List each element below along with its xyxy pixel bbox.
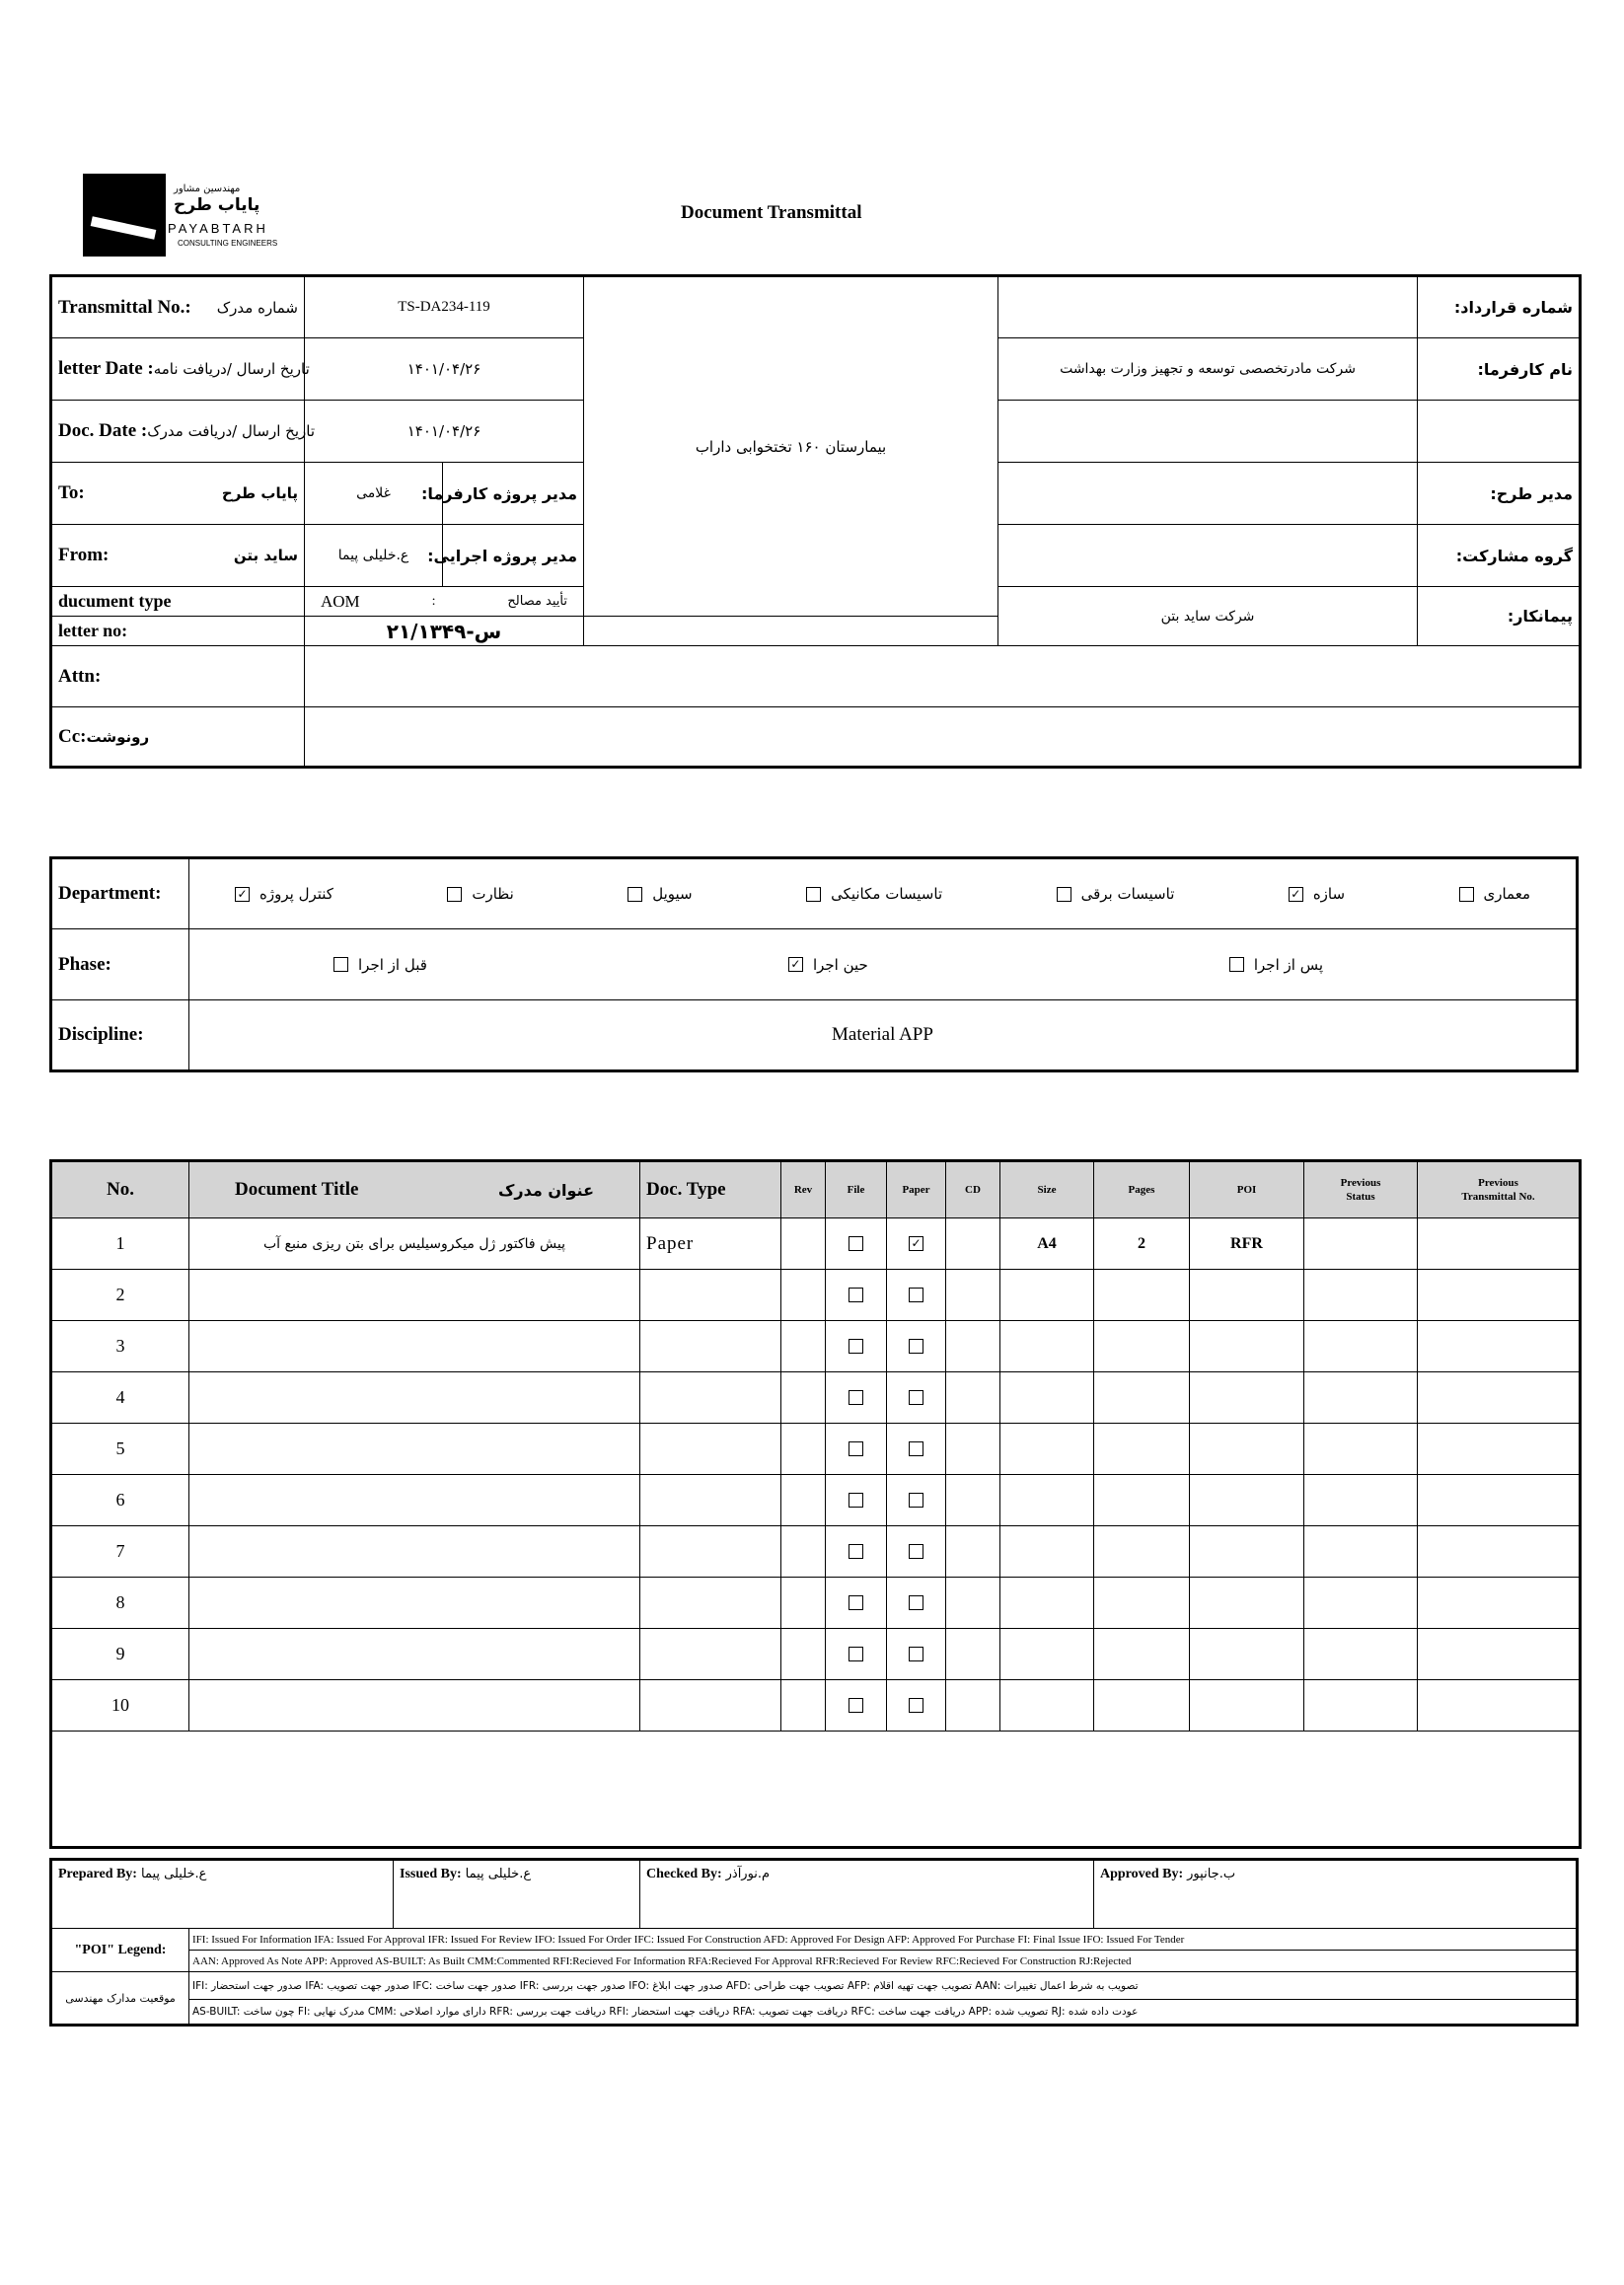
- cell-poi: [1190, 1372, 1304, 1424]
- cell-prev-status: [1304, 1578, 1418, 1629]
- table-row: [51, 1629, 1581, 1680]
- col-size: Size: [1000, 1161, 1094, 1218]
- col-title-en: Document Title: [235, 1179, 359, 1200]
- department-checkbox[interactable]: [1459, 887, 1474, 902]
- cell-poi: RFR: [1190, 1218, 1304, 1270]
- logo-en-name: PAYABTARH: [168, 221, 268, 236]
- document-table-blank-area: [51, 1732, 1581, 1848]
- cell-no: 9: [51, 1629, 189, 1680]
- col-prev-trans: [1418, 1161, 1581, 1218]
- cell-file[interactable]: [826, 1218, 887, 1270]
- phase-label: Phase:: [51, 929, 189, 1000]
- cell-no: 8: [51, 1578, 189, 1629]
- doc-type-label: ducument type: [51, 587, 305, 617]
- cell-paper[interactable]: [887, 1680, 946, 1732]
- phase-option-label: پس از اجرا: [1253, 955, 1323, 974]
- to-manager-name: غلامی: [305, 463, 443, 525]
- paper-checkbox[interactable]: [909, 1339, 923, 1354]
- col-prev-trans-1: Previous: [1478, 1176, 1518, 1189]
- contract-no-label: شماره قرارداد:: [1418, 276, 1581, 338]
- cell-pages: [1094, 1578, 1190, 1629]
- cell-paper[interactable]: [887, 1218, 946, 1270]
- col-rev: Rev: [781, 1161, 826, 1218]
- cell-cd: [946, 1629, 1000, 1680]
- cell-file[interactable]: [826, 1578, 887, 1629]
- from-manager-label: مدیر پروژه اجرایی:: [443, 525, 584, 587]
- prepared-by-label: Prepared By:: [58, 1867, 137, 1881]
- department-option-label: تاسیسات مکانیکی: [831, 885, 943, 903]
- phase-option-label: قبل از اجرا: [358, 955, 427, 974]
- cell-prev-status: [1304, 1270, 1418, 1321]
- document-table: [49, 1159, 1582, 1849]
- cc-fa-label: رونوشت: [86, 727, 150, 746]
- table-row: [51, 1475, 1581, 1526]
- letter-date-value: ۱۴۰۱/۰۴/۲۶: [305, 338, 584, 401]
- paper-checkbox[interactable]: [909, 1493, 923, 1508]
- doc-type-cell: [305, 587, 584, 617]
- cell-poi: [1190, 1321, 1304, 1372]
- cell-cd: [946, 1475, 1000, 1526]
- from-value: ساید بتن: [233, 547, 298, 564]
- paper-checkbox[interactable]: [909, 1544, 923, 1559]
- cell-doc-type: [640, 1424, 781, 1475]
- paper-checkbox[interactable]: [909, 1390, 923, 1405]
- cell-rev: [781, 1270, 826, 1321]
- department-option[interactable]: [1057, 885, 1175, 903]
- cell-rev: [781, 1372, 826, 1424]
- cell-cd: [946, 1321, 1000, 1372]
- cell-no: 5: [51, 1424, 189, 1475]
- discipline-label: Discipline:: [51, 1000, 189, 1071]
- file-checkbox[interactable]: [849, 1595, 863, 1610]
- cell-rev: [781, 1475, 826, 1526]
- file-checkbox[interactable]: [849, 1647, 863, 1661]
- cell-file[interactable]: [826, 1629, 887, 1680]
- cell-doc-type: [640, 1475, 781, 1526]
- department-option[interactable]: [1459, 885, 1531, 903]
- file-checkbox[interactable]: [849, 1493, 863, 1508]
- cell-title: [189, 1475, 640, 1526]
- cell-title: [189, 1526, 640, 1578]
- checked-by-value: م.نورآذر: [725, 1867, 771, 1881]
- transmittal-no-cell: [51, 276, 305, 338]
- cell-paper[interactable]: [887, 1372, 946, 1424]
- cell-size: [1000, 1680, 1094, 1732]
- cell-prev-status: [1304, 1321, 1418, 1372]
- cell-paper[interactable]: [887, 1629, 946, 1680]
- cell-pages: [1094, 1270, 1190, 1321]
- logo-fa-name: پایاب طرح: [174, 195, 260, 215]
- col-no: No.: [51, 1161, 189, 1218]
- cell-prev-trans: [1418, 1578, 1581, 1629]
- checked-by-label: Checked By:: [646, 1867, 722, 1881]
- table-row: [51, 1372, 1581, 1424]
- checked-by-cell: [640, 1860, 1094, 1929]
- cell-cd: [946, 1578, 1000, 1629]
- col-doc-type: Doc. Type: [640, 1161, 781, 1218]
- cell-doc-type: [640, 1372, 781, 1424]
- issued-by-value: ع.خلیلی پیما: [465, 1867, 532, 1881]
- cell-paper[interactable]: [887, 1321, 946, 1372]
- cell-paper[interactable]: [887, 1526, 946, 1578]
- doc-type-code: AOM: [321, 591, 360, 611]
- col-prev-status-1: Previous: [1340, 1176, 1381, 1189]
- design-manager-value: [998, 401, 1418, 463]
- paper-checkbox[interactable]: [909, 1595, 923, 1610]
- project-bottom-cell: [584, 617, 998, 646]
- design-manager-blank: [998, 463, 1418, 525]
- cell-no: 4: [51, 1372, 189, 1424]
- cell-pages: 2: [1094, 1218, 1190, 1270]
- cell-pages: [1094, 1424, 1190, 1475]
- cell-doc-type: Paper: [640, 1218, 781, 1270]
- prepared-by-cell: [51, 1860, 394, 1929]
- cell-pages: [1094, 1680, 1190, 1732]
- cell-doc-type: [640, 1629, 781, 1680]
- cell-rev: [781, 1321, 826, 1372]
- cell-paper[interactable]: [887, 1424, 946, 1475]
- doc-date-label: Doc. Date :: [58, 420, 148, 441]
- department-options: [189, 858, 1578, 929]
- cell-prev-status: [1304, 1629, 1418, 1680]
- poi-legend-line-1: IFI: Issued For Information IFA: Issued For Approval IFR: Issued For Review IFO: Issued For Order IFC: Issued For Construction AFD: Approved For Design AFP: Approved For Purchase FI: Final Issue IFO: Issued For Tender: [189, 1929, 1578, 1951]
- cell-title: [189, 1629, 640, 1680]
- file-checkbox[interactable]: [849, 1441, 863, 1456]
- contract-no-value: [998, 276, 1418, 338]
- cell-rev: [781, 1424, 826, 1475]
- cell-paper[interactable]: [887, 1578, 946, 1629]
- phase-checkbox[interactable]: ✓: [788, 957, 803, 972]
- contractor-value: شرکت ساید بتن: [998, 587, 1418, 646]
- letter-no-label: letter no:: [51, 617, 305, 646]
- doc-date-cell: [51, 401, 316, 463]
- discipline-value: Material APP: [189, 1000, 1578, 1071]
- poi-legend-label: "POI" Legend:: [51, 1929, 189, 1972]
- cell-file[interactable]: [826, 1270, 887, 1321]
- col-prev-trans-2: Transmittal No.: [1461, 1191, 1535, 1203]
- cell-doc-type: [640, 1578, 781, 1629]
- transmittal-no-fa-label: شماره مدرک: [216, 298, 298, 317]
- cell-no: 3: [51, 1321, 189, 1372]
- department-option-label: نظارت: [472, 885, 514, 903]
- table-row: [51, 1424, 1581, 1475]
- cell-pages: [1094, 1372, 1190, 1424]
- doc-date-value: ۱۴۰۱/۰۴/۲۶: [305, 401, 584, 463]
- cell-pages: [1094, 1321, 1190, 1372]
- logo-mark-icon: [83, 174, 166, 257]
- cell-cd: [946, 1270, 1000, 1321]
- issued-by-label: Issued By:: [400, 1867, 462, 1881]
- department-checkbox[interactable]: ✓: [235, 887, 250, 902]
- letter-date-label: letter Date :: [58, 358, 154, 379]
- doc-type-fa: تأیید مصالح: [507, 594, 568, 609]
- department-option[interactable]: [806, 885, 942, 903]
- department-option[interactable]: [627, 885, 692, 903]
- doc-type-sep: :: [431, 593, 436, 609]
- letter-date-fa-label: تاریخ ارسال /دریافت نامه: [153, 360, 310, 378]
- cell-size: [1000, 1629, 1094, 1680]
- cell-pages: [1094, 1629, 1190, 1680]
- to-manager-label: مدیر پروژه کارفرما:: [443, 463, 584, 525]
- cell-no: 2: [51, 1270, 189, 1321]
- cell-prev-trans: [1418, 1424, 1581, 1475]
- cell-pages: [1094, 1475, 1190, 1526]
- file-checkbox[interactable]: [849, 1698, 863, 1713]
- to-label: To:: [58, 482, 85, 503]
- department-checkbox[interactable]: ✓: [1289, 887, 1303, 902]
- department-option[interactable]: [447, 885, 513, 903]
- department-checkbox[interactable]: [806, 887, 821, 902]
- paper-checkbox[interactable]: [909, 1647, 923, 1661]
- file-checkbox[interactable]: [849, 1544, 863, 1559]
- partnership-label: گروه مشارکت:: [1418, 525, 1581, 587]
- cell-prev-trans: [1418, 1218, 1581, 1270]
- cell-poi: [1190, 1629, 1304, 1680]
- approved-by-value: ب.جانپور: [1187, 1867, 1236, 1881]
- cell-prev-trans: [1418, 1680, 1581, 1732]
- department-option[interactable]: [235, 885, 333, 903]
- table-row: [51, 1578, 1581, 1629]
- cell-cd: [946, 1424, 1000, 1475]
- page-title: Document Transmittal: [681, 202, 862, 223]
- letter-no-value: ۲۱/۱۳۴۹-س: [305, 617, 584, 646]
- cell-rev: [781, 1680, 826, 1732]
- cell-doc-type: [640, 1680, 781, 1732]
- file-checkbox[interactable]: [849, 1236, 863, 1251]
- cell-cd: [946, 1526, 1000, 1578]
- cell-cd: [946, 1680, 1000, 1732]
- cell-prev-status: [1304, 1372, 1418, 1424]
- department-checkbox[interactable]: [1057, 887, 1071, 902]
- phase-checkbox[interactable]: [333, 957, 348, 972]
- cell-paper[interactable]: [887, 1270, 946, 1321]
- col-cd: CD: [946, 1161, 1000, 1218]
- cell-size: [1000, 1526, 1094, 1578]
- logo-fa-small: مهندسین مشاور: [174, 184, 241, 194]
- col-title: [189, 1161, 640, 1218]
- department-option-label: سازه: [1312, 885, 1346, 903]
- phase-option[interactable]: [1229, 956, 1323, 974]
- issued-by-cell: [394, 1860, 640, 1929]
- cell-title: [189, 1424, 640, 1475]
- poi-legend-line-2: AAN: Approved As Note APP: Approved AS-BUILT: As Built CMM:Commented RFI:Recieved For Information RFA:Recieved For Approval RFR:Recieved For Review RFC:Recieved For Construction RJ:Rejected: [189, 1951, 1578, 1972]
- cell-size: [1000, 1321, 1094, 1372]
- approved-by-label: Approved By:: [1100, 1867, 1184, 1881]
- cell-rev: [781, 1629, 826, 1680]
- col-title-fa: عنوان مدرک: [498, 1180, 594, 1200]
- attn-label: Attn:: [51, 646, 305, 707]
- company-logo: [83, 174, 300, 262]
- file-checkbox[interactable]: [849, 1288, 863, 1302]
- cell-no: 1: [51, 1218, 189, 1270]
- department-checkbox[interactable]: [627, 887, 642, 902]
- cell-paper[interactable]: [887, 1475, 946, 1526]
- logo-en-sub: CONSULTING ENGINEERS: [178, 239, 278, 248]
- cell-poi: [1190, 1680, 1304, 1732]
- cell-no: 6: [51, 1475, 189, 1526]
- cell-prev-trans: [1418, 1372, 1581, 1424]
- cell-rev: [781, 1578, 826, 1629]
- file-checkbox[interactable]: [849, 1339, 863, 1354]
- prepared-by-value: ع.خلیلی پیما: [140, 1867, 207, 1881]
- cell-file[interactable]: [826, 1321, 887, 1372]
- cell-cd: [946, 1372, 1000, 1424]
- attn-value: [305, 646, 1581, 707]
- cc-value: [305, 707, 1581, 768]
- col-prev-status-2: Status: [1346, 1191, 1375, 1203]
- from-label: From:: [58, 545, 110, 565]
- cell-poi: [1190, 1475, 1304, 1526]
- department-option-label: تاسیسات برقی: [1080, 885, 1175, 903]
- cell-prev-trans: [1418, 1321, 1581, 1372]
- cell-prev-trans: [1418, 1270, 1581, 1321]
- department-option[interactable]: [1289, 885, 1345, 903]
- department-option-label: معماری: [1483, 885, 1530, 903]
- cell-file[interactable]: [826, 1424, 887, 1475]
- fa-legend-line-1: IFI: صدور جهت استحضار IFA: صدور جهت تصویب IFC: صدور جهت ساخت IFR: صدور جهت بررسی IFO: صدور جهت ابلاغ AFD: تصویب جهت طراحی AFP: تصویب جهت تهیه اقلام AAN: تصویب به شرط اعمال تغییرات: [189, 1972, 1578, 2000]
- cell-prev-trans: [1418, 1526, 1581, 1578]
- cell-doc-type: [640, 1526, 781, 1578]
- table-row: [51, 1218, 1581, 1270]
- cc-label: Cc:: [58, 725, 87, 747]
- cell-poi: [1190, 1424, 1304, 1475]
- signoff-legend-table: [49, 1858, 1579, 2027]
- cell-file[interactable]: [826, 1526, 887, 1578]
- cell-rev: [781, 1526, 826, 1578]
- cell-prev-status: [1304, 1475, 1418, 1526]
- transmittal-no-label: Transmittal No.:: [58, 296, 191, 318]
- classification-table: [49, 856, 1579, 1072]
- approved-by-cell: [1094, 1860, 1578, 1929]
- cell-title: [189, 1270, 640, 1321]
- to-value: پایاب طرح: [221, 484, 298, 502]
- fa-legend-label: موقعیت مدارک مهندسی: [51, 1972, 189, 2026]
- fa-legend-line-2: AS-BUILT: چون ساخت FI: مدرک نهایی CMM: دارای موارد اصلاحی RFR: دریافت جهت بررسی RFI: دریافت جهت استحضار RFA: دریافت جهت تصویب RFC: دریافت جهت ساخت APP: تصویب شده RJ: عودت داده شده: [189, 2000, 1578, 2026]
- cell-title: [189, 1321, 640, 1372]
- col-paper: Paper: [887, 1161, 946, 1218]
- cell-prev-trans: [1418, 1629, 1581, 1680]
- cell-pages: [1094, 1526, 1190, 1578]
- cell-title: [189, 1372, 640, 1424]
- cell-rev: [781, 1218, 826, 1270]
- phase-option-label: حین اجرا: [812, 955, 868, 974]
- cell-doc-type: [640, 1270, 781, 1321]
- paper-checkbox[interactable]: ✓: [909, 1236, 923, 1251]
- from-manager-name: ع.خلیلی پیما: [305, 525, 443, 587]
- file-checkbox[interactable]: [849, 1390, 863, 1405]
- paper-checkbox[interactable]: [909, 1698, 923, 1713]
- cell-prev-status: [1304, 1526, 1418, 1578]
- department-label: Department:: [51, 858, 189, 929]
- cell-poi: [1190, 1526, 1304, 1578]
- header-table: [49, 274, 1582, 769]
- cell-size: A4: [1000, 1218, 1094, 1270]
- table-row: [51, 1680, 1581, 1732]
- paper-checkbox[interactable]: [909, 1441, 923, 1456]
- cell-poi: [1190, 1578, 1304, 1629]
- blank-label-cell: [1418, 401, 1581, 463]
- cell-file[interactable]: [826, 1475, 887, 1526]
- cell-prev-status: [1304, 1680, 1418, 1732]
- cell-size: [1000, 1578, 1094, 1629]
- paper-checkbox[interactable]: [909, 1288, 923, 1302]
- phase-options: [189, 929, 1578, 1000]
- phase-checkbox[interactable]: [1229, 957, 1244, 972]
- col-pages: Pages: [1094, 1161, 1190, 1218]
- letter-date-cell: [51, 338, 310, 401]
- phase-option[interactable]: [788, 956, 868, 974]
- department-checkbox[interactable]: [447, 887, 462, 902]
- cell-title: [189, 1578, 640, 1629]
- contractor-label: پیمانکار:: [1418, 587, 1581, 646]
- cell-size: [1000, 1475, 1094, 1526]
- partnership-value: [998, 525, 1418, 587]
- cell-size: [1000, 1424, 1094, 1475]
- cell-no: 10: [51, 1680, 189, 1732]
- table-row: [51, 1526, 1581, 1578]
- cc-cell: [51, 707, 305, 768]
- table-row: [51, 1321, 1581, 1372]
- design-manager-label: مدیر طرح:: [1418, 463, 1581, 525]
- cell-title: [189, 1680, 640, 1732]
- cell-prev-trans: [1418, 1475, 1581, 1526]
- cell-file[interactable]: [826, 1680, 887, 1732]
- col-poi: POI: [1190, 1161, 1304, 1218]
- transmittal-no-value: TS-DA234-119: [305, 276, 584, 338]
- cell-size: [1000, 1372, 1094, 1424]
- cell-prev-status: [1304, 1424, 1418, 1475]
- cell-cd: [946, 1218, 1000, 1270]
- phase-option[interactable]: [333, 956, 427, 974]
- project-name: بیمارستان ۱۶۰ تختخوابی داراب: [584, 276, 998, 617]
- department-option-label: کنترل پروژه: [259, 885, 333, 903]
- col-file: File: [826, 1161, 887, 1218]
- employer-value: شرکت مادرتخصصی توسعه و تجهیز وزارت بهداشت: [998, 338, 1418, 401]
- employer-label: نام کارفرما:: [1418, 338, 1581, 401]
- doc-date-fa-label: تاریخ ارسال /دریافت مدرک: [147, 422, 316, 440]
- table-row: [51, 1270, 1581, 1321]
- cell-file[interactable]: [826, 1372, 887, 1424]
- cell-size: [1000, 1270, 1094, 1321]
- cell-poi: [1190, 1270, 1304, 1321]
- to-cell: [51, 463, 305, 525]
- from-cell: [51, 525, 305, 587]
- department-option-label: سیویل: [652, 885, 693, 903]
- cell-title: پیش فاکتور ژل میکروسیلیس برای بتن ریزی منبع آب: [189, 1218, 640, 1270]
- cell-no: 7: [51, 1526, 189, 1578]
- col-prev-status: [1304, 1161, 1418, 1218]
- cell-doc-type: [640, 1321, 781, 1372]
- cell-prev-status: [1304, 1218, 1418, 1270]
